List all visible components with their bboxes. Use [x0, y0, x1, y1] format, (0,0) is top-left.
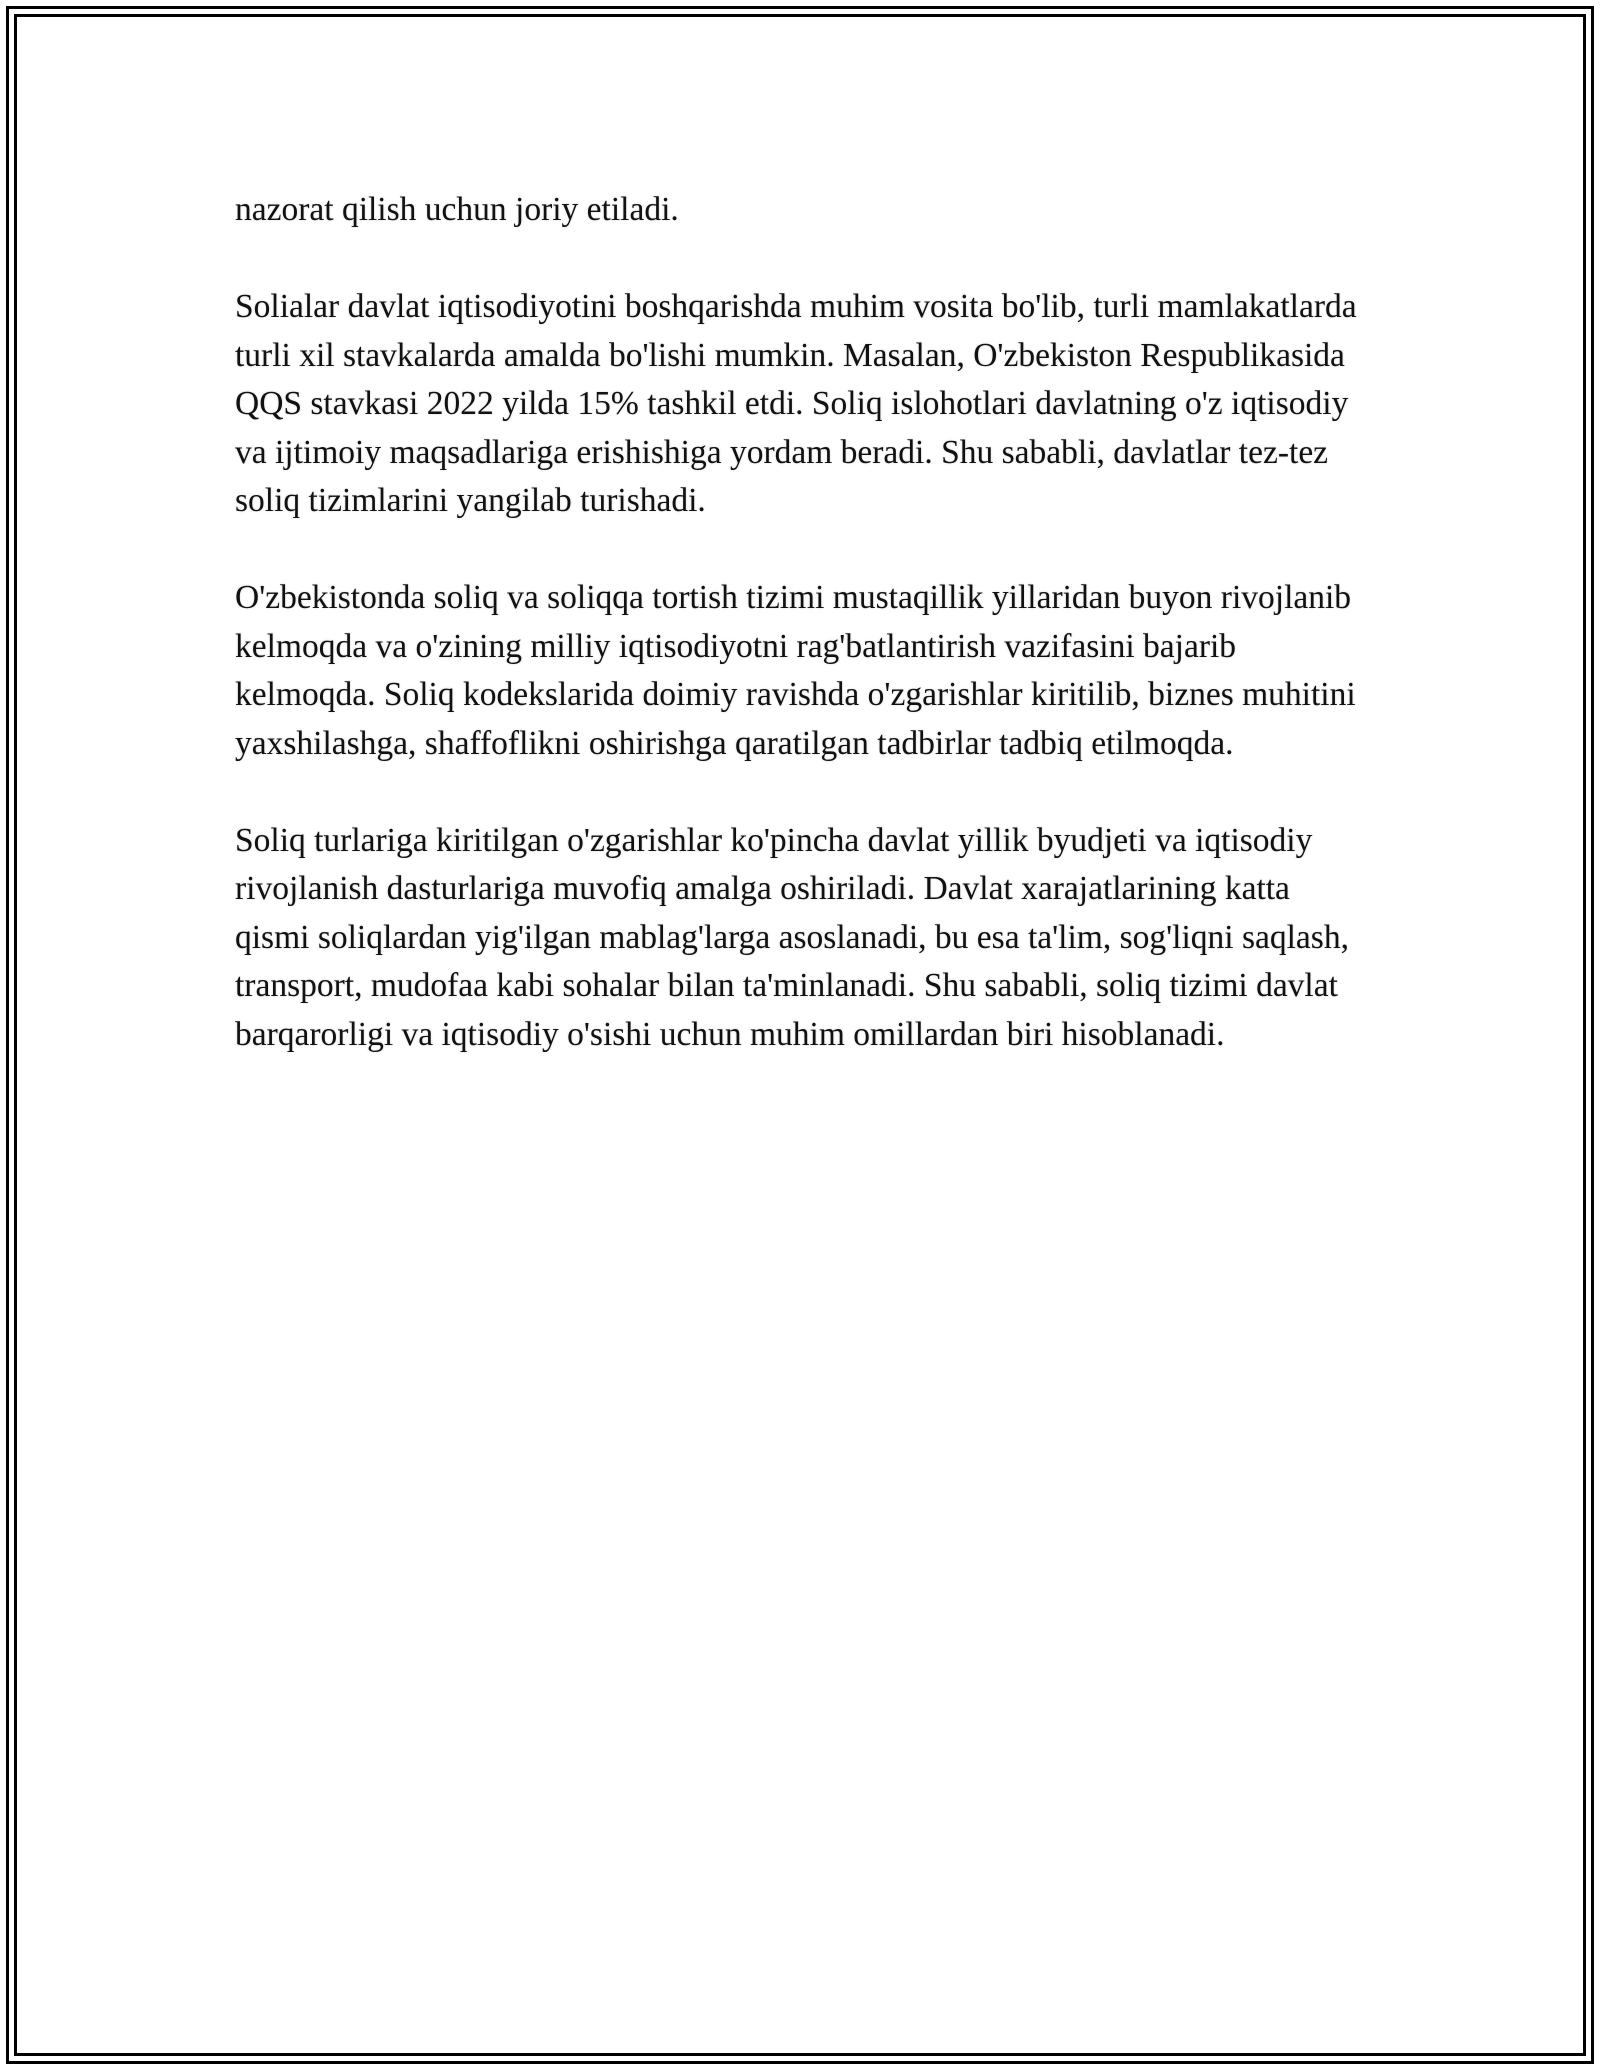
paragraph-uzbekistan-tax-system: O'zbekistonda soliq va soliqqa tortish tizimi mustaqillik yillaridan buyon rivojlanib kelmoqda va o'zining milliy iqtisodiyotni rag'batlantirish vazifasini bajarib kelmoqda. Soliq kodekslarida doimiy ravishda o'zgarishlar kiritilib, biznes muhitini yaxshilashga, shaffoflikni oshirishga qaratilgan tadbirlar tadbiq etilmoqda. — [235, 579, 1356, 762]
paragraph-continuation: nazorat qilish uchun joriy etiladi. — [235, 191, 679, 228]
paragraph-budget-importance: Soliq turlariga kiritilgan o'zgarishlar ko'pincha davlat yillik byudjeti va iqtisodiy rivojlanish dasturlariga muvofiq amalga oshiriladi. Davlat xarajatlarining katta qismi soliqlardan yig'ilgan mablag'larga asoslanadi, bu esa ta'lim, sog'liqni saqlash, transport, mudofaa kabi sohalar bilan ta'minlanadi. Shu sababli, soliq tizimi davlat barqarorligi va iqtisodiy o'sishi uchun muhim omillardan biri hisoblanadi. — [235, 821, 1349, 1053]
document-body — [235, 186, 1365, 1108]
paragraph-tax-reforms: Solialar davlat iqtisodiyotini boshqarishda muhim vosita bo'lib, turli mamlakatlarda turli xil stavkalarda amalda bo'lishi mumkin. Masalan, O'zbekiston Respublikasida QQS stavkasi 2022 yilda 15% tashkil etdi. Soliq islohotlari davlatning o'z iqtisodiy va ijtimoiy maqsadlariga erishishiga yordam beradi. Shu sababli, davlatlar tez-tez soliq tizimlarini yangilab turishadi. — [235, 288, 1357, 519]
